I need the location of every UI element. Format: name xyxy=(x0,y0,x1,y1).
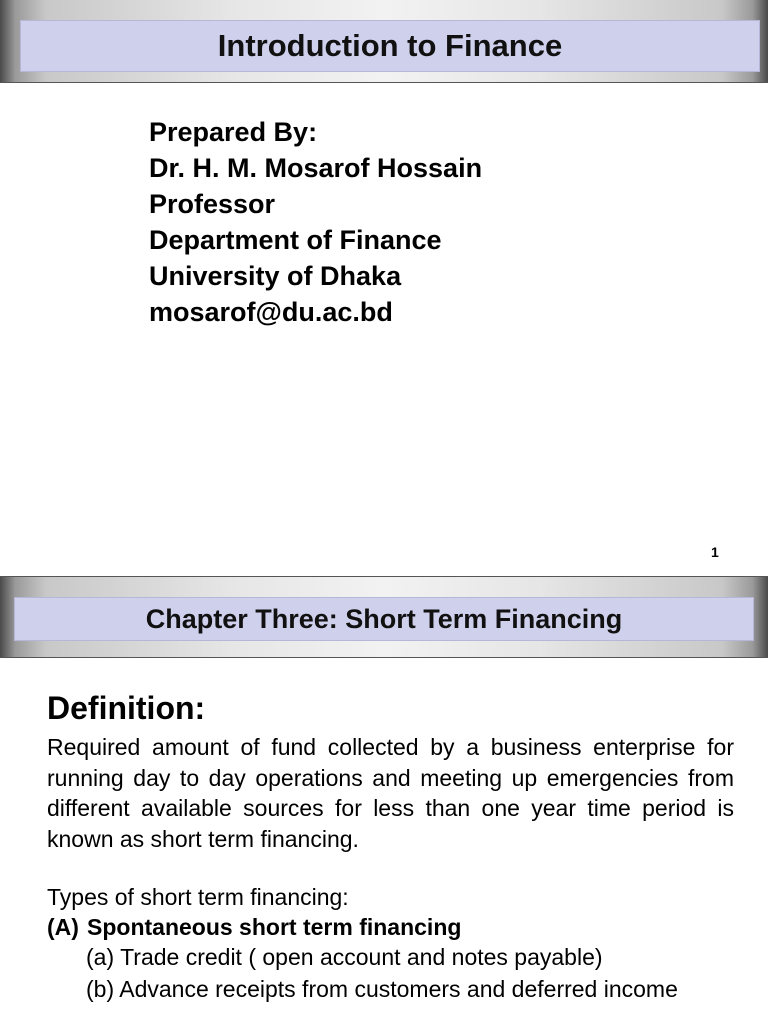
list-item-label: Spontaneous short term financing xyxy=(87,914,462,940)
list-marker: (A) xyxy=(47,914,79,940)
prepared-by-label: Prepared By: xyxy=(149,117,318,147)
definition-heading: Definition: xyxy=(47,690,206,726)
types-label: Types of short term financing: xyxy=(47,884,349,910)
list-item-type-a xyxy=(47,914,461,941)
title-bar xyxy=(0,0,768,83)
sub-item-advance-receipts: (b) Advance receipts from customers and deferred income xyxy=(86,976,678,1002)
sub-item-trade-credit: (a) Trade credit ( open account and notes payable) xyxy=(86,944,603,970)
author-university: University of Dhaka xyxy=(149,261,402,291)
slide-2 xyxy=(0,576,768,1024)
author-name: Dr. H. M. Mosarof Hossain xyxy=(149,153,483,183)
title-bar xyxy=(0,576,768,658)
author-block xyxy=(149,114,482,330)
author-department: Department of Finance xyxy=(149,225,442,255)
slide-title: Introduction to Finance xyxy=(20,20,760,72)
author-email: mosarof@du.ac.bd xyxy=(149,297,393,327)
slide-number: 1 xyxy=(711,544,719,560)
author-title: Professor xyxy=(149,189,276,219)
slide-title: Chapter Three: Short Term Financing xyxy=(14,597,754,641)
definition-text: Required amount of fund collected by a business enterprise for running day to day operations and meeting up emergencies from different available sources for less than one year time period is known as short term financing. xyxy=(47,734,734,852)
